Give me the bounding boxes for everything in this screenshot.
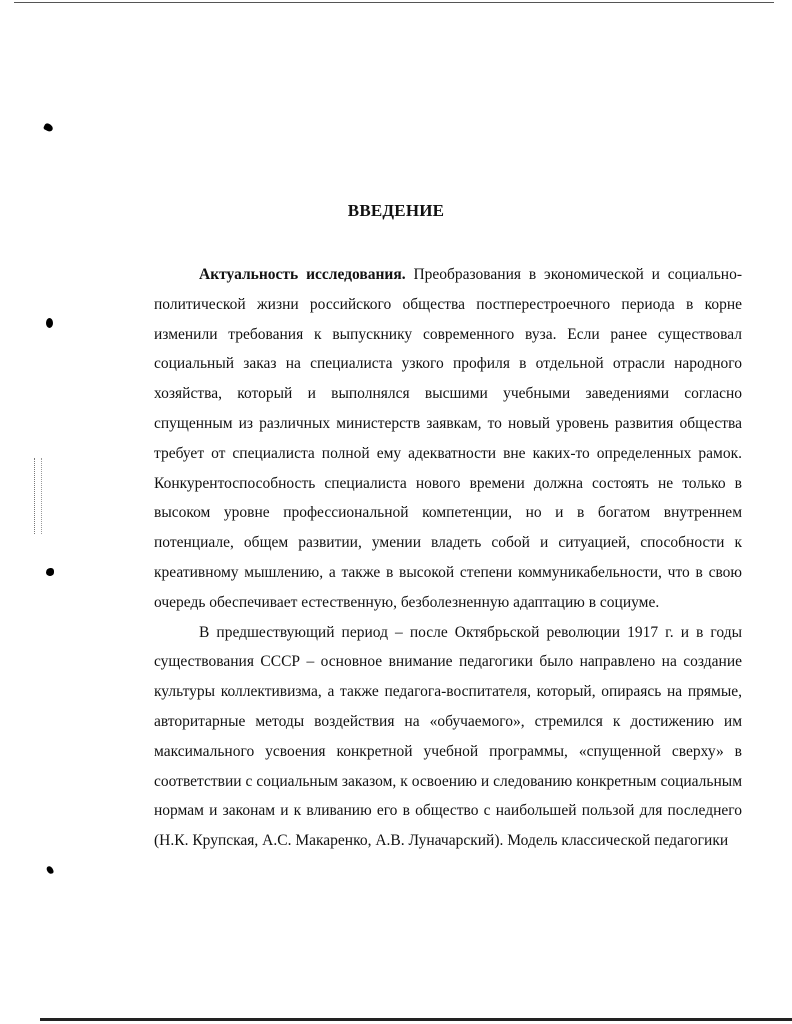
paragraph-text: В предшествующий период – после Октябрьской революции 1917 г. и в годы существования СССР – основное внимание педагогики было направлено на создание культуры коллективизма, а также педагога-воспитателя, который, опираясь на прямые, авторитарные методы воздействия на «обучаемого», стремился к достижению им максимального усвоения конкретной учебной программы, «спущенной сверху» в соответствии с социальным заказом, к освоению и следованию конкретным социальным нормам и законам и к вливанию его в общество с наибольшей пользой для последнего (Н.К. Крупская, А.С. Макаренко, А.В. Луначарский). Модель классической педагогики [154, 623, 742, 850]
paragraph [154, 618, 742, 856]
body-text [154, 260, 742, 856]
scan-speck [46, 568, 54, 576]
scan-margin-marks [34, 458, 42, 534]
scan-speck [43, 122, 54, 132]
paragraph-text: Преобразования в экономической и социально-политической жизни российского общества постперестроечного периода в корне изменили требования к выпускнику современного вуза. Если ранее существовал социальный заказ на специалиста узкого профиля в отдельной отрасли народного хозяйства, который и выполнялся высшими учебными заведениями согласно спущенным из различных министерств заявкам, то новый уровень развития общества требует от специалиста полной ему адекватности вне каких-то определенных рамок. Конкурентоспособность специалиста нового времени должна состоять не только в высоком уровне профессиональной компетенции, но и в богатом внутреннем потенциале, общем развитии, умении владеть собой и ситуацией, способности к креативному мышлению, а также в высокой степени коммуникабельности, что в свою очередь обеспечивает естественную, безболезненную адаптацию в социуме. [154, 266, 742, 611]
scan-speck [46, 318, 53, 328]
page-title: ВВЕДЕНИЕ [347, 201, 445, 220]
scan-speck [46, 865, 54, 875]
scan-bottom-edge [40, 1018, 792, 1021]
scan-top-edge [14, 2, 774, 3]
paragraph [154, 260, 742, 618]
paragraph-lead: Актуальность исследования. [199, 266, 406, 283]
